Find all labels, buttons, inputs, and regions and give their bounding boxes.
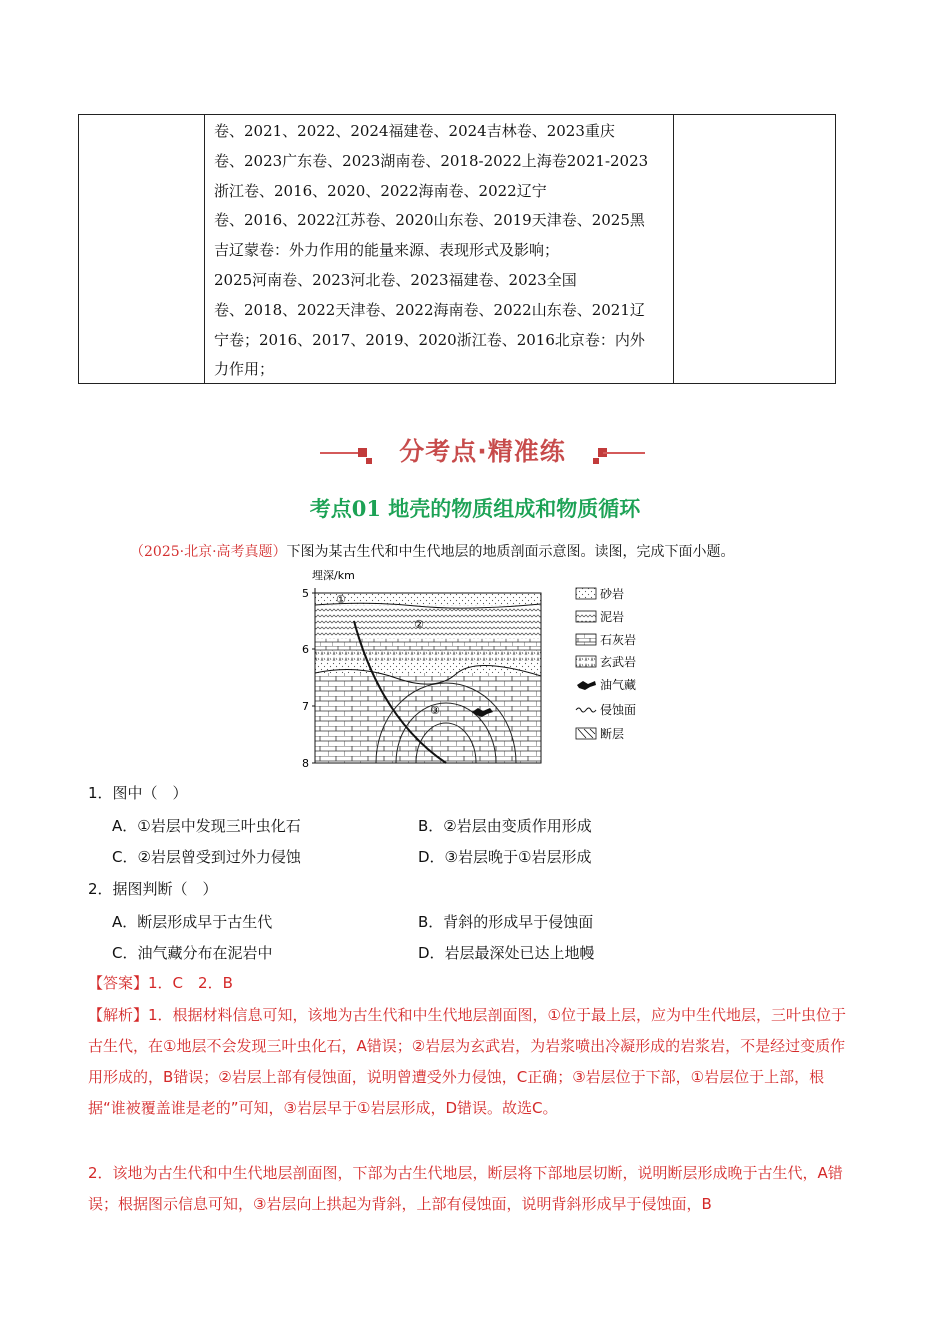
answer-label: 【答案】 (88, 974, 149, 992)
legend-label: 砂岩 (600, 587, 625, 601)
figure-ylabel: 埋深/km (312, 569, 355, 582)
mudstone-layer (315, 605, 541, 639)
legend-swatch-basalt (576, 656, 596, 667)
legend-label: 石灰岩 (600, 633, 637, 647)
legend-label: 泥岩 (600, 610, 625, 624)
banner-title: 分考点·精准练 (399, 437, 566, 466)
legend-swatch-limestone (576, 634, 596, 645)
question-intro (130, 541, 735, 561)
legend-oil-gas-icon (577, 681, 596, 690)
legend-erosion-icon (576, 708, 596, 712)
analysis-2-text: 2．该地为古生代和中生代地层剖面图，下部为古生代地层，断层将下部地层切断，说明断层形成晚于古生代，A错误；根据图示信息可知，③岩层向上拱起为背斜，上部有侵蚀面，说明背斜形成早于侵蚀面，B (88, 1164, 843, 1213)
answer-line (88, 968, 858, 999)
analysis-1-text: 1．根据材料信息可知，该地为古生代和中生代地层剖面图，①位于最上层，应为中生代地层，三叶虫位于古生代，在①地层不会发现三叶虫化石，A错误；②岩层为玄武岩，为岩浆喷出冷凝形成的岩浆岩，不是经过变质作用形成的，B错误；②岩层上部有侵蚀面，说明曾遭受外力侵蚀，C正确；③岩层位于下部，①岩层位于上部，根据“谁被覆盖谁是老的”可知，③岩层早于①岩层形成，D错误。故选C。 (88, 1006, 847, 1117)
table-cell-exams (214, 117, 669, 385)
analysis-1 (88, 1000, 858, 1124)
limestone-layer (315, 639, 541, 651)
banner-line-left (320, 452, 362, 454)
geologic-section-figure (296, 566, 656, 771)
question-2-option-d: D．岩层最深处已达上地幔 (418, 944, 595, 962)
sandstone-layer (315, 661, 541, 673)
question-1-option-a: A．①岩层中发现三叶虫化石 (112, 817, 301, 835)
question-1-stem: 1．图中（ ） (88, 784, 188, 802)
figure-tick-label: 8 (302, 757, 309, 770)
legend-label: 断层 (600, 727, 625, 741)
layer-mark-3: ③ (430, 704, 440, 717)
table-line: 宁卷；2016、2017、2019、2020浙江卷、2016北京卷：内外 (214, 330, 645, 349)
question-2-option-c: C．油气藏分布在泥岩中 (112, 944, 273, 962)
table-line: 卷、2018、2022天津卷、2022海南卷、2022山东卷、2021辽 (214, 300, 645, 319)
legend-label: 侵蚀面 (600, 703, 637, 717)
analysis-label: 【解析】 (88, 1006, 149, 1024)
banner-square-icon (358, 448, 367, 457)
legend-label: 油气藏 (600, 678, 637, 692)
question-2-option-b: B．背斜的形成早于侵蚀面 (418, 913, 594, 931)
legend-swatch-sandstone (576, 588, 596, 599)
banner-square-icon (593, 458, 599, 464)
figure-tick-label: 7 (302, 700, 309, 713)
section-banner (320, 430, 645, 470)
figure-tick-label: 6 (302, 643, 309, 656)
question-1-option-d: D．③岩层晚于①岩层形成 (418, 848, 592, 866)
figure-legend (576, 586, 636, 741)
basalt-layer (315, 651, 541, 661)
question-2-stem: 2．据图判断（ ） (88, 880, 218, 898)
question-2-option-a: A．断层形成早于古生代 (112, 913, 273, 931)
table-line: 吉辽蒙卷：外力作用的能量来源、表现形式及影响； (214, 241, 560, 260)
layer-mark-2: ② (414, 618, 424, 631)
question-1-option-c: C．②岩层曾受到过外力侵蚀 (112, 848, 301, 866)
analysis-2 (88, 1158, 858, 1220)
layer-mark-1: ① (336, 593, 346, 606)
rock-layers (315, 593, 541, 763)
table-line: 卷、2023广东卷、2023湖南卷、2018-2022上海卷2021-2023 (214, 151, 649, 170)
table-divider (204, 115, 205, 383)
table-line: 卷、2021、2022、2024福建卷、2024吉林卷、2023重庆 (214, 122, 615, 140)
question-source: （2025·北京·高考真题） (130, 544, 287, 560)
legend-swatch-mudstone (576, 611, 596, 622)
figure-tick-label: 5 (302, 587, 309, 600)
table-line: 浙江卷、2016、2020、2022海南卷、2022辽宁 (214, 181, 547, 200)
question-intro-text: 下图为某古生代和中生代地层的地质剖面示意图。读图，完成下面小题。 (286, 544, 735, 560)
banner-line-right (603, 452, 645, 454)
table-line: 卷、2016、2022江苏卷、2020山东卷、2019天津卷、2025黑 (214, 211, 645, 230)
section-title: 考点01 地壳的物质组成和物质循环 (309, 496, 641, 521)
exam-table (78, 114, 836, 384)
answer-value: 1．C 2．B (148, 974, 233, 992)
table-divider (673, 115, 674, 383)
question-1-option-b: B．②岩层由变质作用形成 (418, 817, 592, 835)
table-line: 2025河南卷、2023河北卷、2023福建卷、2023全国 (214, 270, 577, 289)
table-line: 力作用； (214, 360, 275, 379)
legend-label: 玄武岩 (600, 655, 637, 669)
